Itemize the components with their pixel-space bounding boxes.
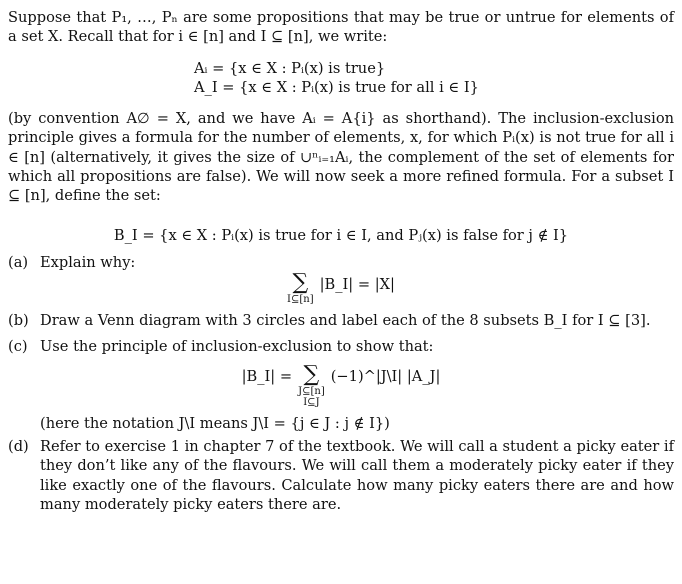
definitions-block (194, 59, 674, 98)
part-c-label: (c) (8, 337, 28, 355)
problem-document (8, 8, 674, 514)
sigma-symbol: ∑ (292, 270, 309, 296)
part-b-label: (b) (8, 312, 29, 330)
equation-a-body: |B_I| = |X| (319, 276, 395, 294)
part-c-text: Use the principle of inclusion-exclusion to show that: (40, 337, 434, 355)
part-a-label: (a) (8, 253, 29, 271)
equation-c (8, 361, 674, 408)
part-d-text: Refer to exercise 1 in chapter 7 of the textbook. We will call a student a picky eater if they don’t like any of the flavours. We will call them a moderately picky eater if they like exactly one of the flavours. Calculate how many picky eaters there are and how many moderately picky eaters there are. (40, 438, 674, 514)
sum-c (298, 361, 325, 408)
note-c: (here the notation J\I means J\I = {j ∈ J : j ∉ I}) (40, 414, 390, 432)
b-set-definition: B_I = {x ∈ X : Pᵢ(x) is true for i ∈ I, and Pⱼ(x) is false for j ∉ I} (113, 226, 569, 244)
part-a-text: Explain why: (40, 253, 136, 271)
sum-c-subscript-1: J⊆[n] (298, 385, 325, 397)
intro-paragraph: Suppose that P₁, …, Pₙ are some propositions that may be true or untrue for elements of a set X. Recall that for i ∈ [n] and I ⊆ [n], we write: (8, 9, 674, 46)
sum-a-subscript: I⊆[n] (287, 294, 314, 306)
def-a-I: A_I = {x ∈ X : Pᵢ(x) is true for all i ∈ I} (194, 78, 479, 96)
part-a (8, 253, 674, 272)
part-b (8, 311, 674, 330)
def-a-i: Aᵢ = {x ∈ X : Pᵢ(x) is true} (194, 59, 386, 77)
part-c (8, 337, 674, 356)
sum-c-subscript-2: I⊆J (303, 396, 320, 408)
equation-a (8, 272, 674, 305)
sum-a (287, 272, 314, 305)
sigma-symbol: ∑ (303, 361, 320, 387)
part-d (8, 437, 674, 514)
part-b-text: Draw a Venn diagram with 3 circles and label each of the 8 subsets B_I for I ⊆ [3]. (40, 312, 651, 330)
equation-c-lhs: |B_I| = (241, 367, 293, 385)
part-d-label: (d) (8, 438, 29, 456)
equation-c-body: (−1)^|J\I| |A_J| (330, 367, 441, 385)
second-paragraph: (by convention A∅ = X, and we have Aᵢ = A{i} as shorthand). The inclusion-exclusion principle gives a formula for the number of elements, x, for which Pᵢ(x) is not true for all i ∈ [n] (alternatively, it gives the size of ∪ⁿᵢ₌₁Aᵢ, the complement of the set of elements for which all propositions are false). We will now seek a more refined formula. For a subset I ⊆ [n], define the set: (8, 110, 674, 205)
